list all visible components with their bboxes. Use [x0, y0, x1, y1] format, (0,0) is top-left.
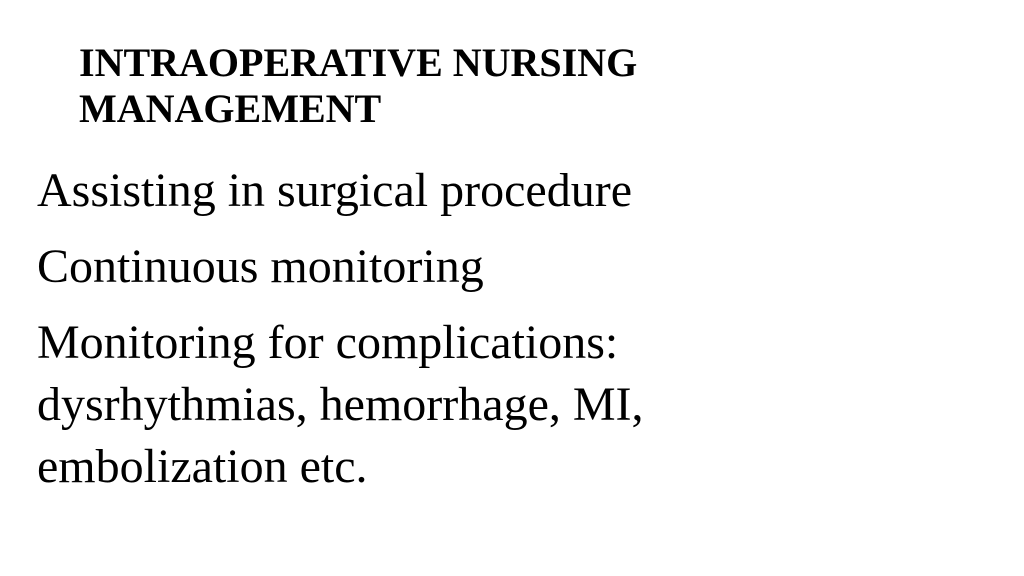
bullet-text-line-1: Monitoring for complications:: [37, 316, 619, 369]
bullet-list: [37, 160, 997, 498]
bullet-text: Continuous monitoring: [37, 240, 484, 293]
bullet-item-complications: [37, 312, 997, 498]
bullet-item-assisting: [37, 160, 997, 222]
bullet-text-line-3: embolization etc.: [37, 440, 368, 493]
slide-title: [79, 40, 979, 132]
bullet-text: Assisting in surgical procedure: [37, 164, 633, 217]
slide-title-line-1: INTRAOPERATIVE NURSING: [79, 40, 638, 85]
slide-title-line-2: MANAGEMENT: [79, 86, 382, 131]
bullet-text-line-2: dysrhythmias, hemorrhage, MI,: [37, 378, 644, 431]
bullet-item-monitoring: [37, 236, 997, 298]
